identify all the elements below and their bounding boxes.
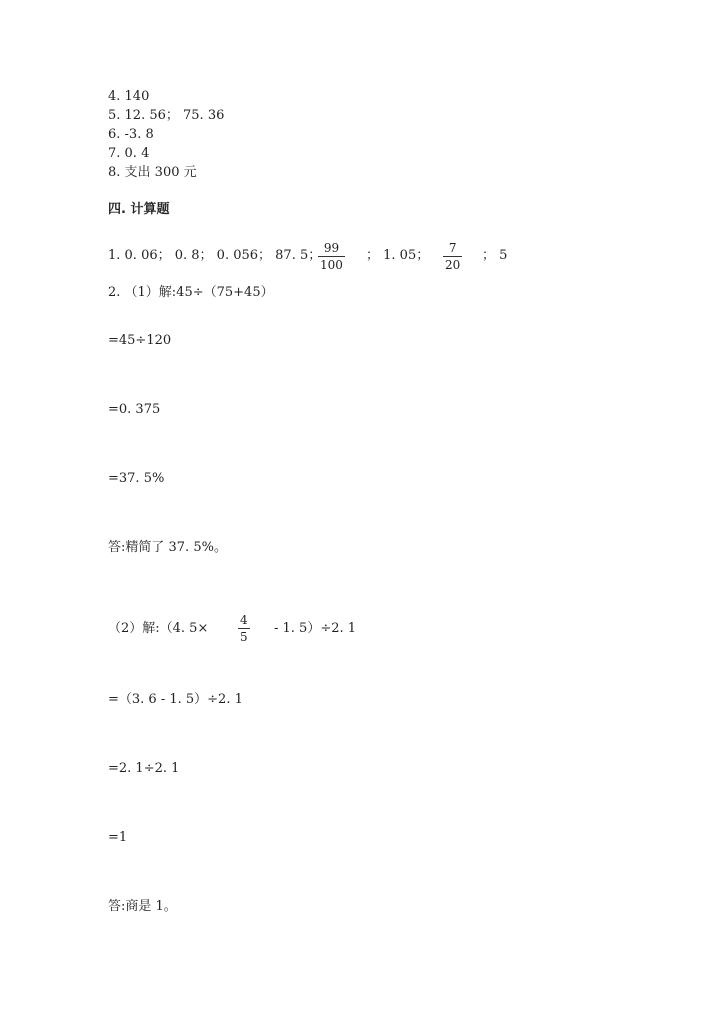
answer-line-5: 5. 12. 56； 75. 36 [108, 108, 225, 123]
fraction-bar [238, 628, 250, 629]
answer-line-4: 4. 140 [108, 89, 150, 104]
fraction-numerator: 99 [323, 241, 340, 255]
answer-line-8: 8. 支出 300 元 [108, 165, 197, 180]
q2-1-step-3: =37. 5% [108, 471, 165, 486]
fraction-numerator: 4 [240, 613, 248, 627]
q1-part-b: ； 1. 05； [366, 248, 430, 263]
q2-2-step-2: =2. 1÷2. 1 [108, 761, 180, 776]
fraction-numerator: 7 [448, 241, 457, 255]
answer-line-6: 6. -3. 8 [108, 127, 154, 142]
q2-2-step-1: =（3. 6 - 1. 5）÷2. 1 [108, 692, 243, 707]
q2-1-title: 2. （1）解:45÷（75+45） [108, 285, 274, 300]
fraction-denominator: 5 [240, 630, 248, 644]
fraction-bar [318, 256, 345, 257]
q1-part-c: ； 5 [482, 248, 508, 263]
fraction-bar [443, 256, 462, 257]
answer-line-7: 7. 0. 4 [108, 146, 150, 161]
q2-1-step-2: =0. 375 [108, 402, 161, 417]
q2-2-answer: 答:商是 1。 [108, 899, 177, 914]
fraction-denominator: 20 [445, 258, 461, 272]
q1-part-a: 1. 0. 06； 0. 8； 0. 056； 87. 5； [108, 248, 322, 263]
q2-2-title-a: （2）解:（4. 5× [108, 621, 209, 636]
fraction-denominator: 100 [320, 258, 343, 272]
q2-1-answer: 答:精简了 37. 5%。 [108, 540, 227, 555]
section-heading: 四. 计算题 [108, 202, 170, 217]
q2-2-fraction [238, 613, 250, 644]
q2-2-step-3: =1 [108, 830, 128, 845]
q1-fraction-1 [318, 241, 345, 272]
q2-1-step-1: =45÷120 [108, 333, 172, 348]
q2-2-title-b: - 1. 5）÷2. 1 [274, 621, 357, 636]
q1-fraction-2 [443, 241, 462, 272]
